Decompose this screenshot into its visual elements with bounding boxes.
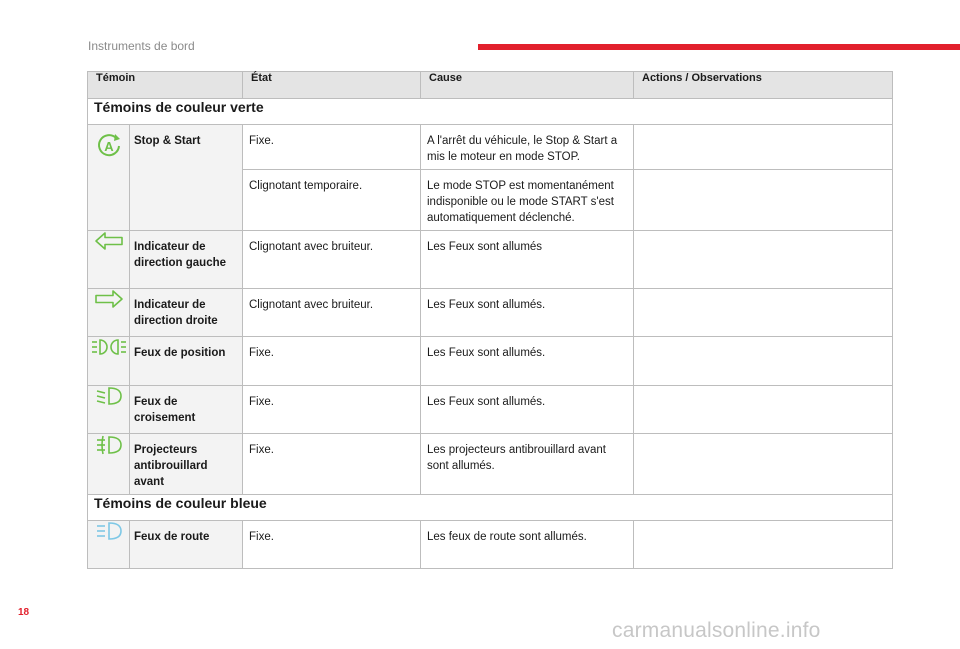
temoin-name: Stop & Start [130,125,243,231]
cause-cell: Les projecteurs antibrouillard avant sont allumés. [421,434,634,495]
column-header-actions: Actions / Observations [634,72,893,99]
action-cell [634,434,893,495]
position-lights-icon [88,337,130,386]
table-row [88,521,893,569]
warning-lights-table [87,71,893,569]
svg-text:A: A [103,139,114,154]
etat-cell: Fixe. [243,434,421,495]
temoin-name: Feux de croisement [130,386,243,434]
table-header-row [88,72,893,99]
column-header-temoin: Témoin [88,72,243,99]
page-header-title: Instruments de bord [88,39,195,53]
temoin-name: Feux de route [130,521,243,569]
table-row [88,231,893,289]
action-cell [634,170,893,231]
section-title-blue: Témoins de couleur bleue [88,495,893,521]
section-row-blue [88,495,893,521]
cause-cell: Les Feux sont allumés. [421,337,634,386]
temoin-name: Projecteurs antibrouillard avant [130,434,243,495]
column-header-etat: État [243,72,421,99]
section-row-green [88,99,893,125]
page-number: 18 [18,607,30,618]
temoin-name: Feux de position [130,337,243,386]
temoin-name: Indicateur de direction gauche [130,231,243,289]
action-cell [634,386,893,434]
column-header-cause: Cause [421,72,634,99]
etat-cell: Fixe. [243,521,421,569]
main-beam-icon [88,521,130,569]
cause-cell: Les feux de route sont allumés. [421,521,634,569]
cause-cell: Les Feux sont allumés [421,231,634,289]
table-row [88,434,893,495]
temoin-name: Indicateur de direction droite [130,289,243,337]
table-row [88,125,893,170]
etat-cell: Fixe. [243,125,421,170]
cause-cell: Le mode STOP est momentanément indisponible ou le mode START s'est automatiquement déclenché. [421,170,634,231]
etat-cell: Clignotant temporaire. [243,170,421,231]
action-cell [634,125,893,170]
front-fog-lamp-icon [88,434,130,495]
turn-left-arrow-icon [88,231,130,289]
etat-cell: Clignotant avec bruiteur. [243,231,421,289]
etat-cell: Fixe. [243,337,421,386]
cause-cell: Les Feux sont allumés. [421,289,634,337]
cause-cell: Les Feux sont allumés. [421,386,634,434]
table-row [88,337,893,386]
action-cell [634,231,893,289]
dipped-beam-icon [88,386,130,434]
header-accent-bar [478,44,960,50]
section-title-green: Témoins de couleur verte [88,99,893,125]
stop-start-icon [88,125,130,231]
etat-cell: Fixe. [243,386,421,434]
action-cell [634,337,893,386]
table-row [88,386,893,434]
cause-cell: A l'arrêt du véhicule, le Stop & Start a mis le moteur en mode STOP. [421,125,634,170]
turn-right-arrow-icon [88,289,130,337]
action-cell [634,521,893,569]
table-row [88,289,893,337]
action-cell [634,289,893,337]
watermark-text: carmanualsonline.info [612,619,821,642]
etat-cell: Clignotant avec bruiteur. [243,289,421,337]
